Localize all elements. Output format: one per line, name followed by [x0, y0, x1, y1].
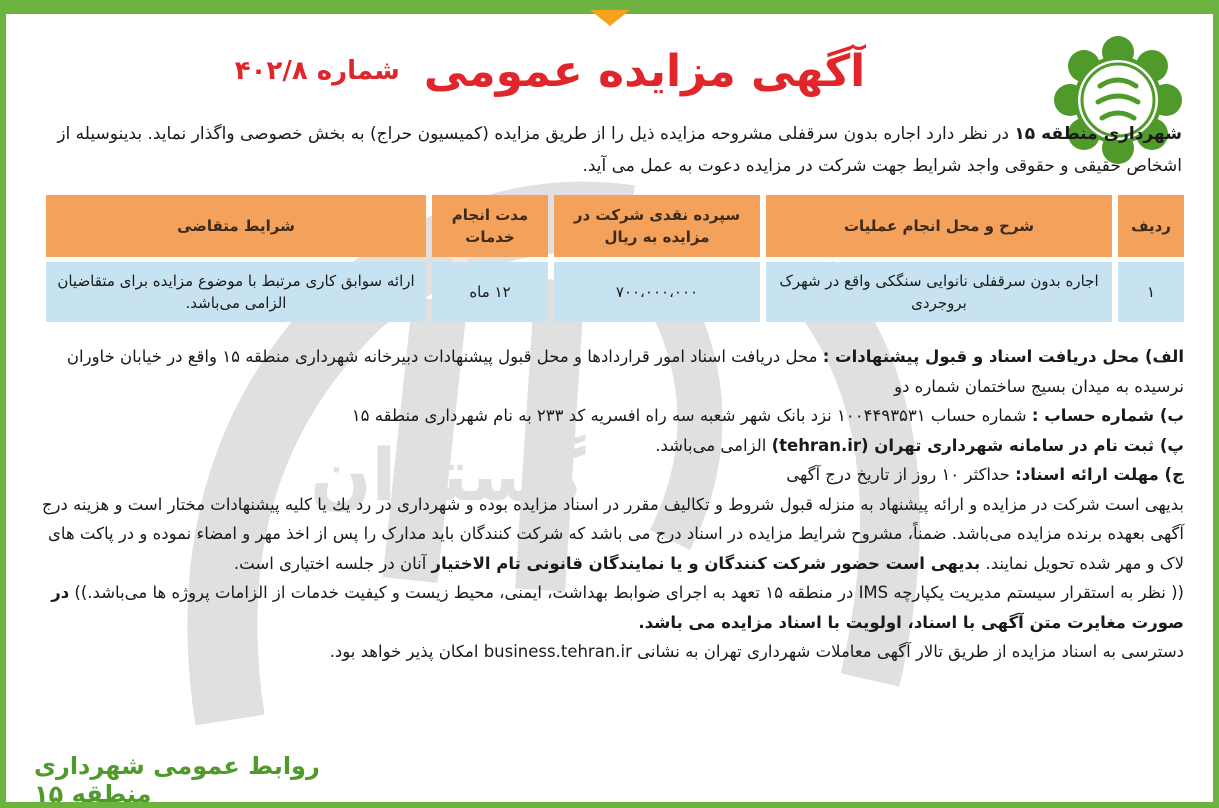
table-row — [46, 262, 1184, 322]
table-header-row — [46, 195, 1184, 257]
ims-text: (( نظر به استقرار سیستم مدیریت یکپارچه IMS در منطقه ۱۵ تعهد به اجرای ضوابط بهداشت، ایمنی، محیط زیست و کیفیت خدمات از الزامات پروژه ها می‌باشد.)) — [69, 583, 1184, 602]
terms-text: بدیهی است شرکت در مزایده و ارائه پیشنهاد به منزله قبول شروط و تکالیف مقرر در اسناد مزایده بوده و شهرداری در رد یك یا کلیه پیشنهادات مختار است و هزینه درج آگهی بعهده برنده مزایده می‌باشد. ضمناً، مشروح شرایط مزایده در اسناد درج می باشد که شرکت کنندگان باید مدارک را پس از اخذ مهر و امضاء نموده و در پاکت های لاک و مهر شده تحویل نمایند. — [41, 494, 1184, 573]
col-row-number: ردیف — [1118, 195, 1184, 257]
cell-row-number: ۱ — [1118, 262, 1184, 322]
cell-duration: ۱۲ ماه — [432, 262, 548, 322]
section-alef-text: محل دریافت اسناد امور قراردادها و محل قبول پیشنهادات دبیرخانه شهرداری منطقه ۱۵ واقع در خیابان خاوران نرسیده به میدان بسیج ساختمان شماره دو — [66, 347, 1184, 396]
section-be-text: شماره حساب ۱۰۰۴۴۹۳۵۳۱ نزد بانک شهر شعبه سه راه افسریه کد ۲۳۳ به نام شهرداری منطقه ۱۵ — [351, 406, 1032, 425]
section-pe-label: پ) ثبت نام در سامانه شهرداری تهران (tehran.ir) — [771, 435, 1184, 455]
cell-requirements: ارائه سوابق کاری مرتبط با موضوع مزایده برای متقاضیان الزامی می‌باشد. — [46, 262, 426, 322]
cell-description: اجاره بدون سرقفلی نانوایی سنگکی واقع در شهرک بروجردی — [766, 262, 1112, 322]
intro-paragraph — [34, 118, 1182, 182]
section-je-label: ج) مهلت ارائه اسناد: — [1015, 465, 1184, 484]
section-alef — [34, 342, 1184, 401]
intro-lead: شهرداری منطقه ۱۵ — [1014, 124, 1182, 144]
intro-text: در نظر دارد اجاره بدون سرقفلی مشروحه مزایده ذیل را از طریق مزایده (کمیسیون حراج) به بخش خصوصی واگذار نماید. بدینوسیله از اشخاص حقیقی و حقوقی واجد شرایط جهت شرکت در مزایده دعوت به عمل می آید. — [57, 124, 1182, 176]
watermark-text: گستران — [310, 433, 586, 517]
section-be — [34, 401, 1184, 431]
public-relations-signature: روابط عمومی شهرداری منطقه ۱۵ — [34, 752, 320, 808]
col-deposit: سپرده نقدی شرکت در مزایده به ریال — [554, 195, 760, 257]
ad-title: آگهی مزایده عمومی — [423, 45, 866, 97]
access-paragraph: دسترسی به اسناد مزایده از طریق تالار آگهی معاملات شهرداری تهران به نشانی business.tehran.ir امکان پذیر خواهد بود. — [329, 642, 1184, 661]
section-be-label: ب) شماره حساب : — [1031, 406, 1184, 425]
terms-paragraph — [34, 490, 1184, 579]
section-pe — [34, 431, 1184, 461]
ims-paragraph — [34, 578, 1184, 637]
col-description: شرح و محل انجام عملیات — [766, 195, 1112, 257]
col-requirements: شرایط متقاضی — [46, 195, 426, 257]
section-je — [34, 460, 1184, 490]
ims-bold: در صورت مغایرت متن آگهی با اسناد، اولویت با اسناد مزایده می باشد. — [51, 583, 1184, 632]
ad-header — [230, 40, 870, 102]
top-triangle-marker — [590, 10, 630, 26]
col-duration: مدت انجام خدمات — [432, 195, 548, 257]
terms-tail: آنان در جلسه اختیاری است. — [233, 553, 432, 573]
cell-deposit: ۷۰۰،۰۰۰،۰۰۰ — [554, 262, 760, 322]
ad-number: شماره ۴۰۲/۸ — [234, 56, 400, 86]
tender-table — [40, 190, 1190, 327]
ad-body — [34, 342, 1184, 667]
terms-bold: بدیهی است حضور شرکت کنندگان و یا نمایندگان قانونی تام الاختیار — [431, 553, 981, 573]
section-pe-text: الزامی می‌باشد. — [655, 435, 772, 455]
section-je-text: حداکثر ۱۰ روز از تاریخ درج آگهی — [786, 465, 1016, 484]
section-alef-label: الف) محل دریافت اسناد و قبول پیشنهادات : — [822, 347, 1184, 366]
